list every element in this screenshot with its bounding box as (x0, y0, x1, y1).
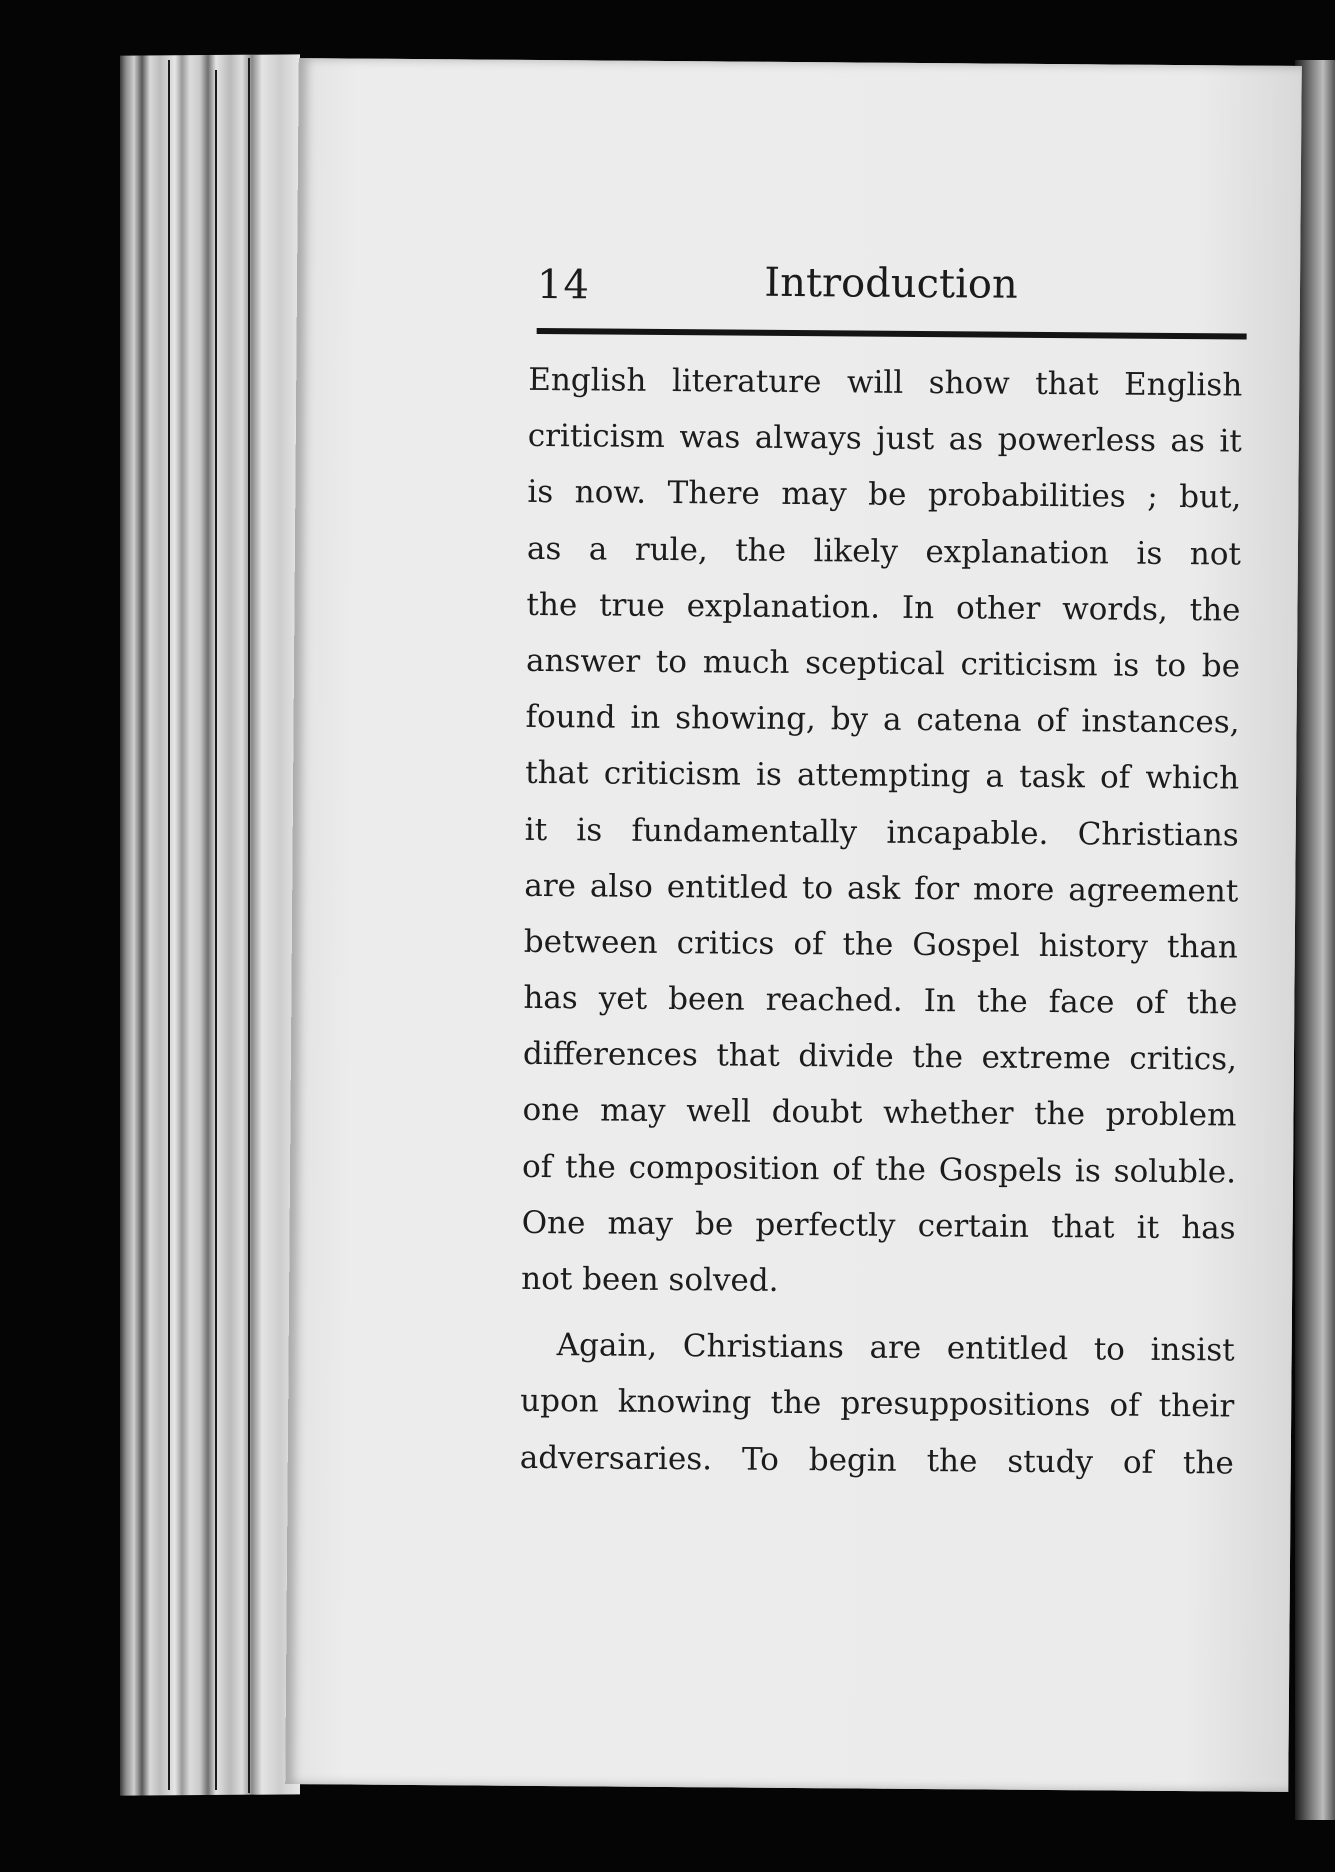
text-line: Again, Christians are entitled to insist (556, 1327, 1235, 1369)
text-line: between critics of the Gospel history than (523, 923, 1238, 966)
text-line: the true explanation. In other words, the (526, 586, 1241, 629)
text-line: has yet been reached. In the face of the (523, 979, 1238, 1022)
text-line: that criticism is attempting a task of which (525, 755, 1240, 797)
text-line: One may be perfectly certain that it has (521, 1204, 1236, 1247)
page-edge-line (215, 70, 217, 1790)
text-line: differences that divide the extreme critics, (522, 1036, 1238, 1078)
right-page-edge (1295, 60, 1335, 1820)
text-line: criticism was always just as powerless as it (527, 418, 1242, 460)
text-line: found in showing, by a catena of instances, (525, 699, 1240, 741)
text-line: one may well doubt whether the problem (522, 1092, 1237, 1134)
header-rule (537, 328, 1247, 340)
text-line: are also entitled to ask for more agreement (524, 867, 1239, 910)
text-line: not been solved. (521, 1260, 779, 1299)
page-edge-line (168, 60, 170, 1790)
text-line: it is fundamentally incapable. Christians (524, 811, 1239, 853)
paragraph (520, 1317, 1235, 1491)
running-head (537, 258, 1245, 324)
paragraph (521, 352, 1242, 1313)
text-line: answer to much sceptical criticism is to be (525, 642, 1241, 685)
text-line: English literature will show that English (528, 361, 1243, 404)
text-line: upon knowing the presuppositions of their (520, 1383, 1235, 1425)
text-line: as a rule, the likely explanation is not (526, 530, 1242, 573)
text-line: of the composition of the Gospels is soluble. (521, 1148, 1237, 1191)
page-number: 14 (536, 261, 591, 309)
text-line: is now. There may be probabilities ; but, (527, 474, 1242, 516)
running-head-title: Introduction (764, 259, 1018, 308)
page-edge-line (248, 58, 250, 1793)
body-text (520, 352, 1243, 1491)
stacked-page-edges (120, 54, 300, 1795)
book-page (285, 58, 1302, 1792)
text-line: adversaries. To begin the study of the (519, 1439, 1234, 1482)
